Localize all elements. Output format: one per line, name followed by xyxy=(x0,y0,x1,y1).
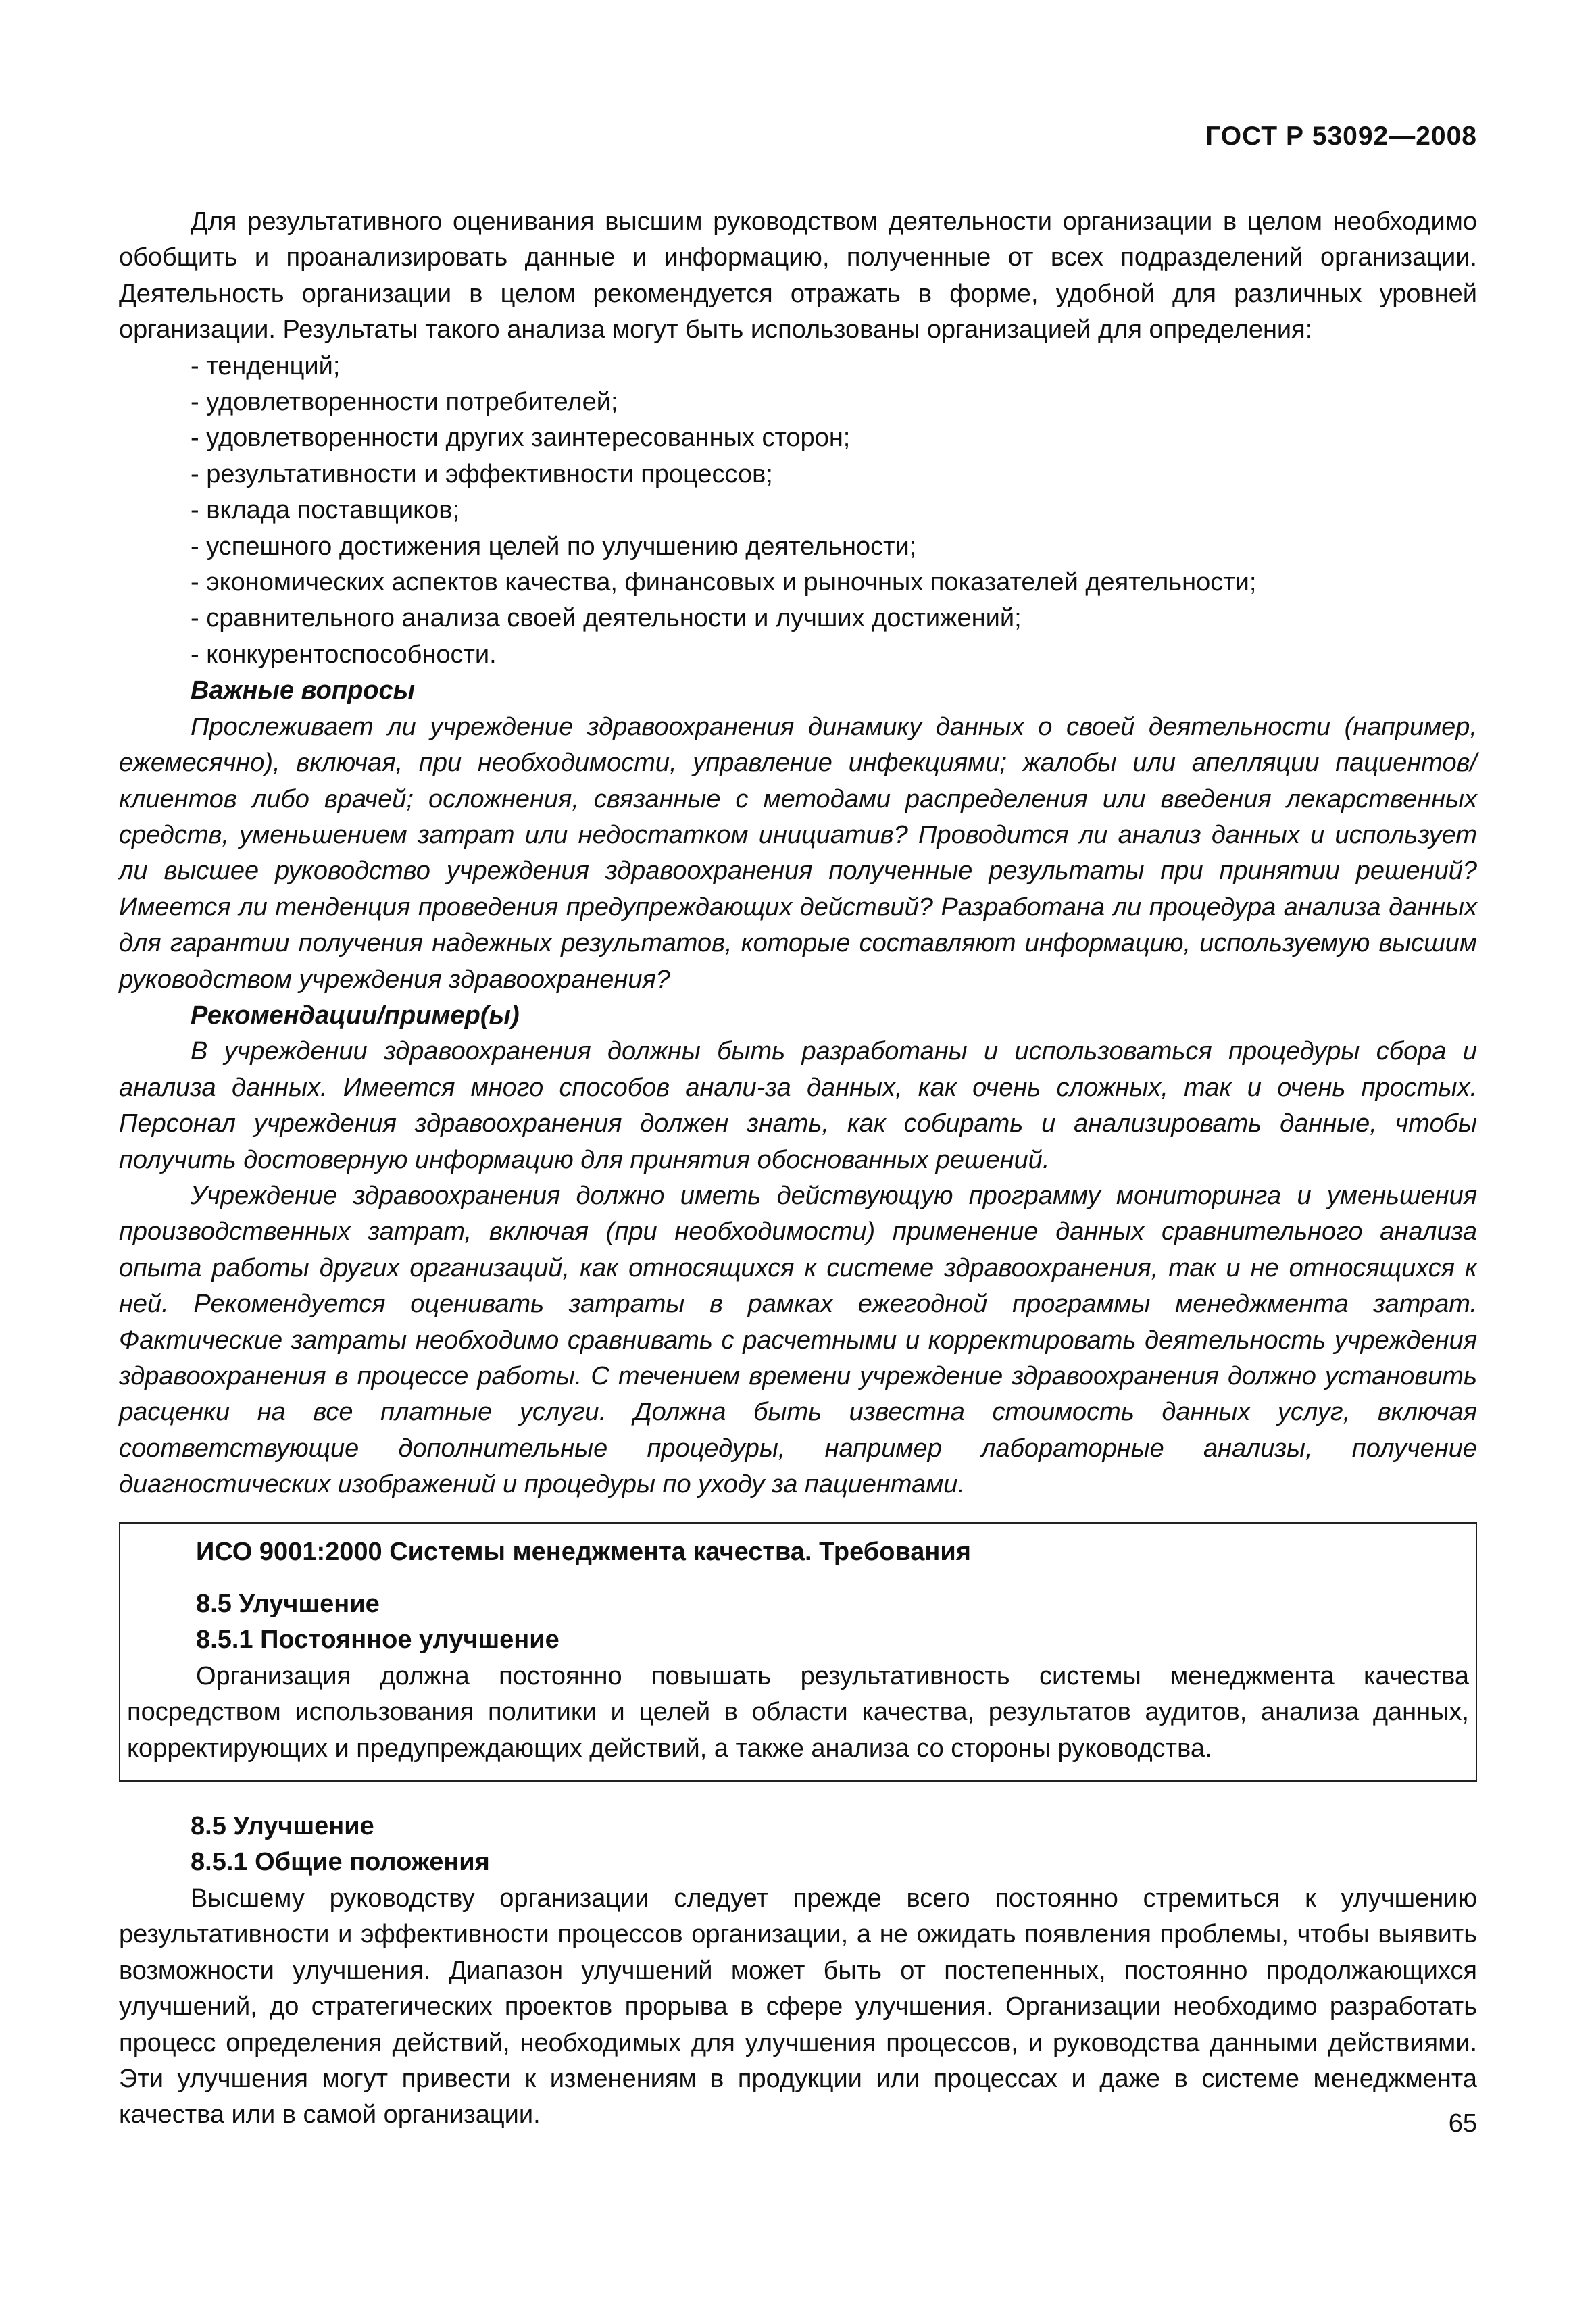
page-number: 65 xyxy=(1448,2109,1477,2138)
improvement-section-heading: 8.5 Улучшение xyxy=(191,1812,374,1841)
improvement-subsection-heading: 8.5.1 Общие положения xyxy=(191,1848,490,1877)
iso-subsection-heading: 8.5.1 Постоянное улучшение xyxy=(196,1626,559,1655)
iso-requirement-box xyxy=(119,1522,1477,1782)
list-item: - экономических аспектов качества, финансовых и рыночных показателей деятельности; xyxy=(191,568,1257,597)
list-item: - конкурентоспособности. xyxy=(191,640,497,669)
list-item: - результативности и эффективности процессов; xyxy=(191,459,773,488)
improvement-text: Высшему руководству организации следует прежде всего постоянно стремиться к улучшению результативности и эффективности процессов организации, а не ожидать появления проблемы, чтобы выявить возможности улучшения. Диапазон улучшений может быть от постепенных, постоянно продолжающихся улучшений, до стратегических проектов прорыва в сфере улучшения. Организации необходимо разработать процесс определения действий, необходимых для улучшения процессов, и руководства данными действиями. Эти улучшения могут привести к изменениям в продукции или процессах и даже в системе менеджмента качества или в самой организации. xyxy=(119,1884,1477,2130)
list-item: - вклада поставщиков; xyxy=(191,496,460,525)
recommendations-paragraph-2: Учреждение здравоохранения должно иметь действующую программу мониторинга и уменьшения производственных затрат, включая (при необходимости) применение данных сравнительного анализа опыта работы других организаций, как относящихся к системе здравоохранения, так и не относящихся к ней. Рекомендуется оценивать затраты в рамках ежегодной программы менеджмента затрат. Фактические затраты необходимо сравнивать с расчетными и корректировать деятельность учреждения здравоохранения в процессе работы. С течением времени учреждение здравоохранения должно установить расценки на все платные услуги. Должна быть известна стоимость данных услуг, включая соответствующие дополнительные процедуры, например лабораторные анализы, получение диагностических изображений и процедуры по уходу за пациентами. xyxy=(119,1181,1477,1499)
improvement-section xyxy=(119,1809,1477,2134)
list-item: - сравнительного анализа своей деятельности и лучших достижений; xyxy=(191,604,1022,633)
list-item: - удовлетворенности потребителей; xyxy=(191,388,618,417)
iso-box-text: Организация должна постоянно повышать результативность системы менеджмента качества посредством использования политики и целей в области качества, результатов аудитов, анализа данных, корректирующих и предупреждающих действий, а также анализа со стороны руководства. xyxy=(127,1661,1469,1763)
recommendations-title: Рекомендации/пример(ы) xyxy=(191,1001,520,1030)
intro-paragraph: Для результативного оценивания высшим руководством деятельности организации в целом необходимо обобщить и проанализировать данные и информацию, полученные от всех подразделений организации. Деятельность организации в целом рекомендуется отражать в форме, удобной для различных уровней организации. Результаты такого анализа могут быть использованы организацией для определения: xyxy=(119,207,1477,345)
iso-section-heading: 8.5 Улучшение xyxy=(196,1590,380,1619)
page-content xyxy=(119,204,1477,2134)
list-item: - успешного достижения целей по улучшению деятельности; xyxy=(191,532,917,561)
determination-list xyxy=(119,349,1477,674)
recommendations-paragraph-1: В учреждении здравоохранения должны быть разработаны и использоваться процедуры сбора и анализа данных. Имеется много способов анали-за данных, как очень сложных, так и очень простых. Персонал учреждения здравоохранения должен знать, как собирать и анализировать данные, чтобы получить достоверную информацию для принятия обоснованных решений. xyxy=(119,1037,1477,1174)
list-item: - удовлетворенности других заинтересованных сторон; xyxy=(191,424,851,453)
important-questions-text: Прослеживает ли учреждение здравоохранения динамику данных о своей деятельности (например, ежемесячно), включая, при необходимости, управление инфекциями; жалобы или апелляции пациентов/клиентов либо врачей; осложнения, связанные с методами распределения или введения лекарственных средств, уменьшением затрат или недостатком инициатив? Проводится ли анализ данных и использует ли высшее руководство учреждения здравоохранения полученные результаты при принятии решений? Имеется ли тенденция проведения предупреждающих действий? Разработана ли процедура анализа данных для гарантии получения надежных результатов, которые составляют информацию, используемую высшим руководством учреждения здравоохранения? xyxy=(119,712,1477,994)
list-item: - тенденций; xyxy=(191,351,341,380)
document-code: ГОСТ Р 53092—2008 xyxy=(1205,122,1477,151)
important-questions-title: Важные вопросы xyxy=(191,676,416,705)
iso-box-title: ИСО 9001:2000 Системы менеджмента качества. Требования xyxy=(196,1537,971,1566)
